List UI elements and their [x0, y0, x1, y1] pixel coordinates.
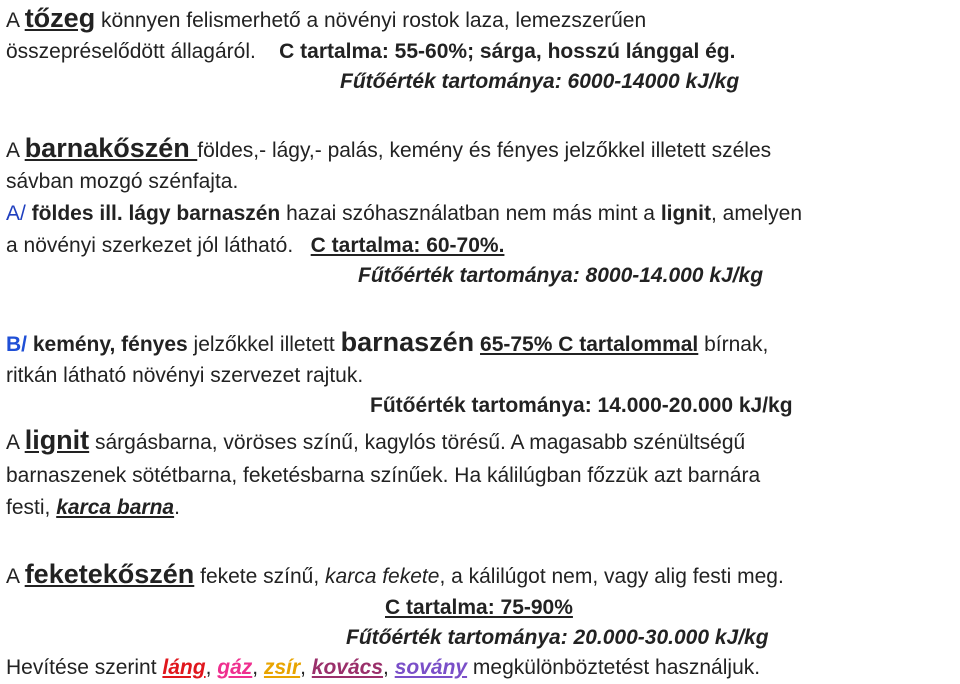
brown-a-heat-value: Fűtőérték tartománya: 8000-14.000 kJ/kg [358, 264, 764, 287]
brown-line-6: ritkán látható növényi szervezet rajtuk. [6, 364, 364, 387]
peat-line-1: A tőzeg könnyen felismerhető a növényi rostok laza, lemezszerűen [6, 3, 647, 33]
coal-types-line: Hevítése szerint láng, gáz, zsír, kovács, sovány megkülönböztetést használjuk. [6, 656, 761, 679]
lignite-streak: karca barna [56, 496, 175, 519]
term-tozeg: tőzeg [24, 3, 96, 33]
term-lignit: lignit [24, 425, 90, 455]
peat-line-2: összepréselődött állagáról. C tartalma: 55-60%; sárga, hosszú lánggal ég. [6, 40, 736, 63]
type-gaz: gáz [217, 656, 253, 679]
brown-line-4: a növényi szerkezet jól látható. C tartalma: 60-70%. [6, 234, 505, 257]
brown-line-1: A barnakőszén földes,- lágy,- palás, kemény és fényes jelzőkkel illetett széles [6, 133, 772, 163]
type-zsir: zsír [263, 656, 301, 679]
brown-b-heat-value: Fűtőérték tartománya: 14.000-20.000 kJ/kg [370, 394, 793, 417]
type-kovacs: kovács [311, 656, 384, 679]
type-lang: láng [162, 656, 206, 679]
brown-a-carbon: C tartalma: 60-70%. [310, 234, 505, 257]
type-sovany: sovány [394, 656, 468, 679]
marker-a: A/ [6, 202, 26, 225]
term-barnaszen: barnaszén [340, 327, 475, 357]
brown-type-b: B/ kemény, fényes jelzőkkel illetett barnaszén 65-75% C tartalommal bírnak, [6, 327, 769, 357]
lignite-line-2: barnaszenek sötétbarna, feketésbarna színűek. Ha kálilúgban főzzük azt barnára [6, 464, 761, 487]
peat-carbon: C tartalma: 55-60%; sárga, hosszú lánggal ég. [279, 40, 736, 63]
term-barnakoszen: barnakőszén [24, 133, 198, 163]
brown-type-a: A/ földes ill. lágy barnaszén hazai szóhasználatban nem más mint a lignit, amelyen [6, 202, 803, 225]
black-carbon: C tartalma: 75-90% [385, 596, 573, 619]
lignite-line-3: festi, karca barna. [6, 496, 180, 519]
black-heat-value: Fűtőérték tartománya: 20.000-30.000 kJ/kg [346, 626, 769, 649]
peat-heat-value: Fűtőérték tartománya: 6000-14000 kJ/kg [340, 70, 740, 93]
brown-b-carbon: 65-75% C tartalommal [480, 333, 699, 356]
black-line-1: A feketekőszén fekete színű, karca fekete, a kálilúgot nem, vagy alig festi meg. [6, 559, 784, 589]
brown-line-2: sávban mozgó szénfajta. [6, 170, 239, 193]
marker-b: B/ [6, 333, 27, 356]
term-feketekoszen: feketekőszén [24, 559, 195, 589]
black-streak: karca fekete [325, 565, 440, 588]
lignite-line-1: A lignit sárgásbarna, vöröses színű, kagylós törésű. A magasabb szénültségű [6, 425, 746, 455]
